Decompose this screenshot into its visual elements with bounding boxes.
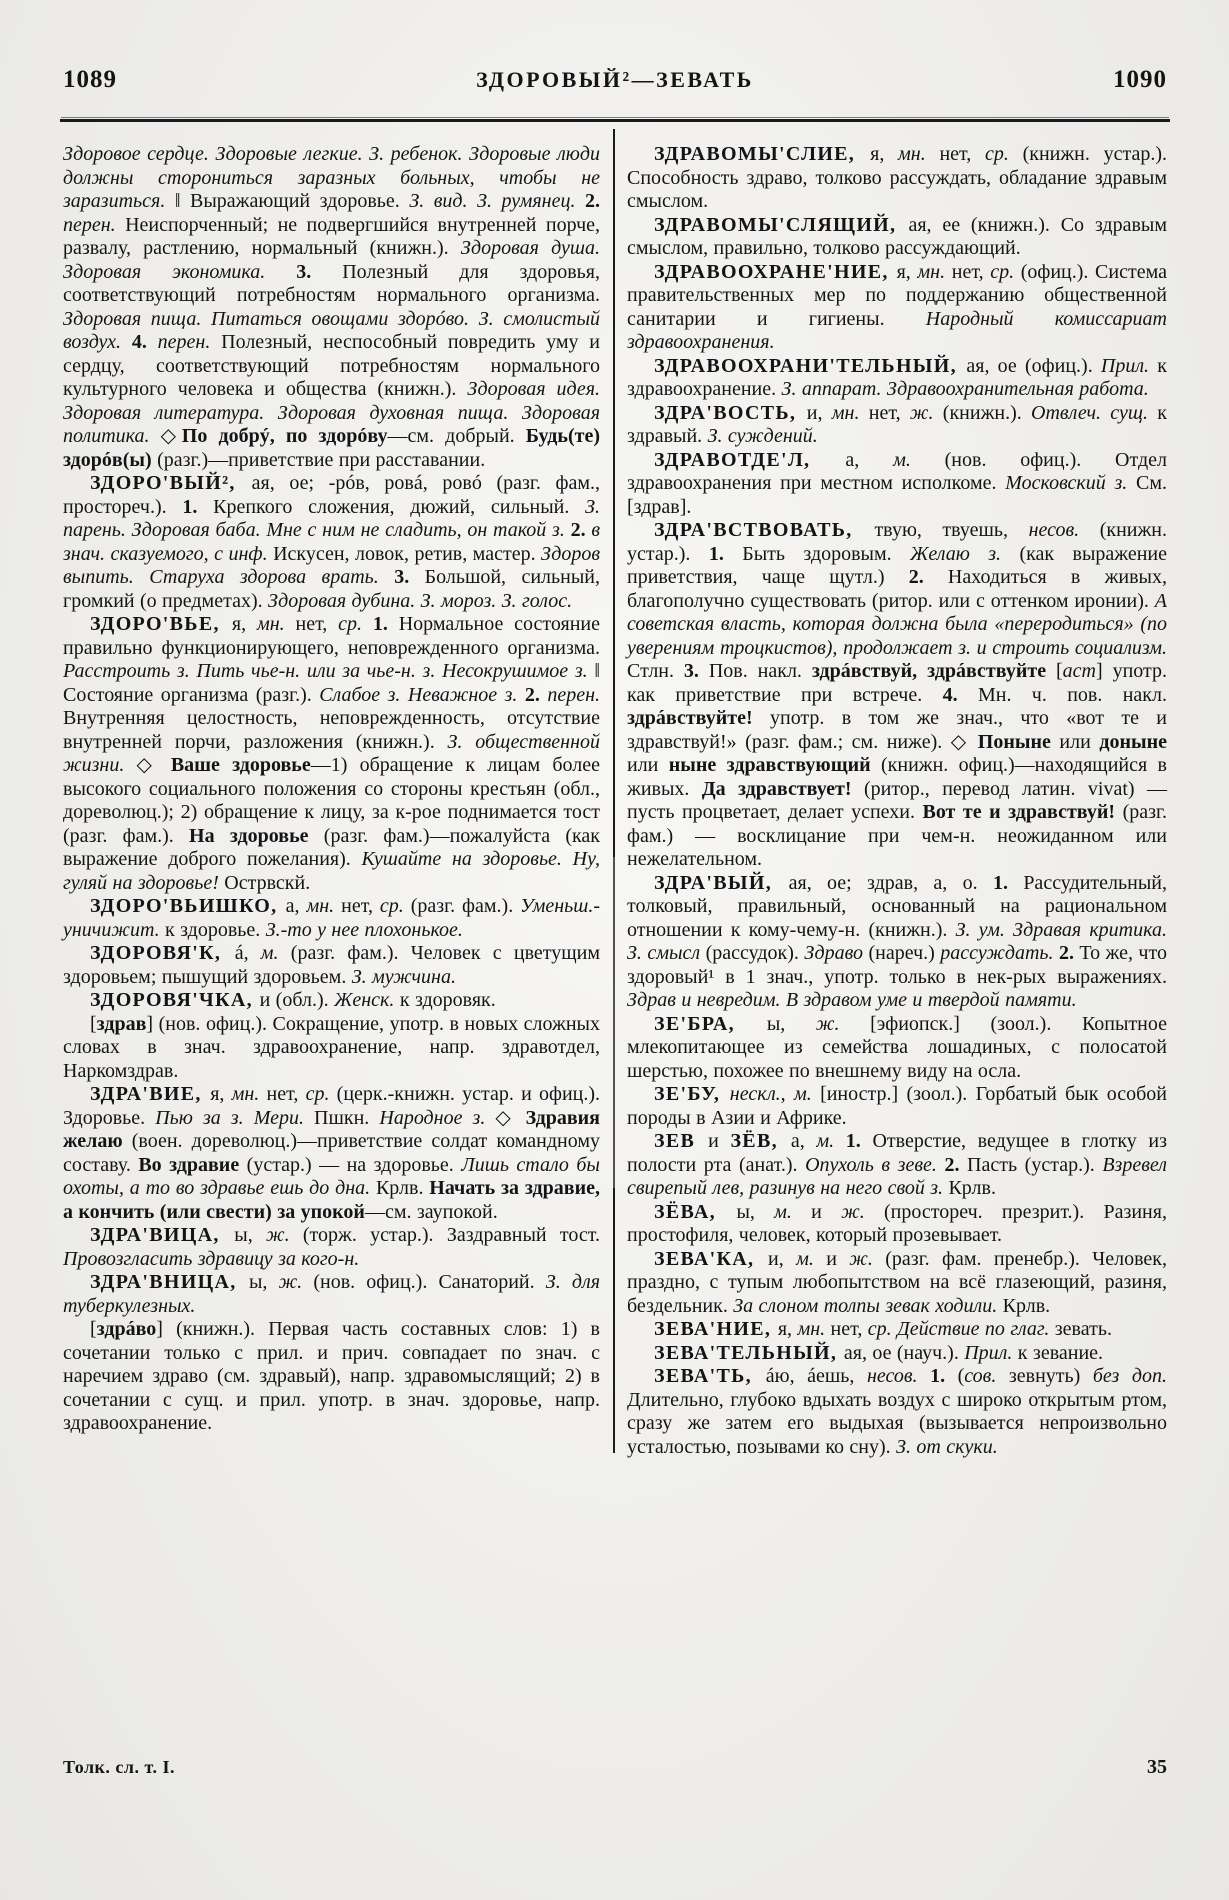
text-run: З. ум. Здравая критика. З. смысл — [627, 918, 1167, 964]
text-run: ‖ Выражающий здоровье. — [174, 190, 410, 212]
text-run: 4. — [131, 331, 158, 353]
text-run: Находиться в живых, благополучно существовать (ритор. или с оттенком иронии). — [627, 566, 1167, 612]
text-run: ЗДОРОВЯ'К, — [90, 942, 235, 964]
text-run: 3. — [394, 566, 425, 588]
text-run: Пасть (устар.). — [967, 1153, 1103, 1176]
text-run: мн. — [898, 143, 940, 165]
text-run: ◇ — [495, 1106, 526, 1129]
text-run: 4. — [942, 683, 978, 706]
text-run: нет, — [939, 143, 985, 165]
text-run: Крлв. — [1002, 1294, 1051, 1317]
dictionary-entry — [63, 1318, 600, 1436]
text-run: зевать. — [1054, 1318, 1112, 1340]
text-run: Расстроить з. Пить чье-н. или за чье-н. з. Несокрушимое з. — [63, 660, 595, 682]
text-run: Здрав и невредим. В здравом уме и твердой памяти. — [627, 989, 1077, 1011]
text-run: Будь(те) здорóв(ы) — [63, 425, 600, 471]
text-run: ЗДРАВОТДЕ'Л, — [654, 448, 846, 471]
text-run: Крлв. — [948, 1177, 996, 1199]
text-run: Длительно, глубоко вдыхать воздух с широко открытым ртом, сразу же затем его выдыхая (вызывается непроизвольно усталостью, позывами ко сну). — [627, 1388, 1167, 1458]
text-columns — [63, 143, 1167, 1459]
text-run: к зевание. — [1017, 1341, 1104, 1364]
text-run: ая, ое; -рóв, ровá, ровó (разг. фам., простореч.). — [63, 472, 600, 518]
text-run: (книжн. устар.). Способность здраво, толково рассуждать, обладание здравым смыслом. — [627, 143, 1167, 212]
text-run: З. вид. З. румянец. — [409, 190, 585, 212]
text-run: ЗЕВ — [654, 1130, 709, 1152]
text-run: 1. — [930, 1365, 958, 1387]
text-run: Полезный для здоровья, соответствующий потребностям нормального организма. — [63, 260, 600, 306]
text-run: (простореч. презрит.). Разиня, простофиля, человек, который прозевывает. — [627, 1200, 1167, 1246]
text-run: и — [826, 1247, 850, 1270]
text-run: Здраво — [804, 942, 869, 964]
text-run: я, — [870, 143, 899, 165]
text-run: к здоровье. — [165, 918, 266, 941]
text-run: 3. — [296, 260, 343, 283]
text-run: ая, ее (книжн.). Со здравым смыслом, правильно, толково рассуждающий. — [627, 213, 1167, 259]
text-run: 2. — [524, 683, 548, 706]
text-run: ж. — [909, 401, 943, 424]
text-run: ср. Действие по глаг. — [867, 1318, 1055, 1340]
text-run: мн. — [256, 613, 296, 635]
text-run: (книжн. офиц.)—находящийся в живых. — [627, 754, 1167, 800]
text-run: [ — [90, 1318, 97, 1340]
text-run: —1) обращение к лицам более высокого социального положения со стороны крестьян (обл., дореволюц.); 2) обращение к лицу, за к-рое поднимается тост (разг. фам.). — [63, 754, 600, 847]
text-run: (разг. фам.)—пожалуйста (как выражение доброго пожелания). — [63, 824, 600, 870]
text-run: перен. — [63, 213, 126, 236]
text-run: З.-то у нее плохонькое. — [265, 918, 463, 941]
text-run: ЗДРАВОМЫ'СЛИЕ, — [654, 143, 871, 165]
text-run: Быть здоровым. — [742, 542, 911, 565]
text-run: я, — [231, 613, 257, 635]
text-run: Неиспорченный; не подвергшийся внутренней порче, развалу, растлению, нормальный (книжн.). — [63, 213, 601, 259]
text-run: áю, áешь, — [765, 1365, 867, 1387]
text-run: 2. — [908, 566, 948, 588]
dictionary-entry — [627, 1318, 1167, 1342]
text-run: Острвскй. — [224, 871, 311, 894]
text-run: ср. — [305, 1083, 337, 1105]
column-left — [63, 143, 600, 1459]
text-run: Мн. ч. пов. накл. — [977, 683, 1167, 706]
text-run: мн. — [831, 401, 869, 424]
text-run: (книжн. устар.). — [627, 519, 1167, 565]
text-run: á, — [234, 942, 261, 964]
text-run: здрáвствуйте! — [627, 707, 770, 729]
text-run: [эфиопск.] (зоол.). Копытное млекопитающее из семейства лошадиных, с полосатой шерстью, похожее по внешнему виду на осла. — [627, 1012, 1167, 1082]
text-run: ЗДРА'ВИЦА, — [90, 1224, 235, 1246]
text-run: Здоровая идея. Здоровая литература. Здоровая духовная пища. Здоровая политика. — [63, 378, 601, 447]
text-run: 1. — [372, 613, 399, 635]
text-run: З. для туберкулезных. — [63, 1271, 600, 1317]
text-run: и — [708, 1130, 731, 1152]
dictionary-entry — [627, 261, 1167, 355]
text-run: Желаю з. — [910, 542, 1020, 565]
dictionary-entry — [63, 1224, 600, 1271]
text-run: м. — [774, 1200, 812, 1223]
text-run: Провозгласить здравицу за кого-н. — [63, 1247, 360, 1270]
text-run: Слабое з. Неважное з. — [319, 683, 525, 706]
text-run: м. — [796, 1247, 827, 1270]
text-run: ы, — [248, 1271, 279, 1293]
dictionary-entry — [627, 1248, 1167, 1319]
text-run: (как выражение приветствия, чаще щутл.) — [627, 542, 1167, 588]
dictionary-entry — [63, 1013, 600, 1084]
text-run: Взревел свирепый лев, разинув на него свой з. — [627, 1153, 1167, 1199]
text-run: мн. — [306, 895, 342, 917]
text-run: 3. — [683, 660, 709, 682]
text-run: здрáво — [96, 1318, 157, 1340]
text-run: Полезный, неспособный повредить уму и сердцу, соответствующий потребностям нормального культурного человека и общества (книжн.). — [63, 331, 601, 400]
text-run: 2. — [1058, 942, 1080, 964]
text-run: 1. — [845, 1130, 873, 1152]
text-run: м. — [816, 1130, 846, 1152]
dictionary-entry — [627, 1365, 1167, 1459]
text-run: (нареч.) — [868, 942, 941, 964]
text-run: ЗЕ'БРА, — [654, 1012, 767, 1035]
text-run: ср. — [984, 143, 1023, 165]
text-run: м. — [893, 448, 945, 471]
text-run: без доп. — [1092, 1365, 1167, 1387]
text-run: ЗЕВА'ТЕЛЬНЫЙ, — [654, 1341, 844, 1364]
dictionary-entry — [63, 143, 600, 472]
dictionary-entry — [63, 895, 600, 942]
text-run: я, — [896, 260, 918, 283]
text-run: ср. — [379, 895, 411, 917]
text-run: 2. — [585, 190, 600, 212]
text-run: (рассудок). — [705, 942, 805, 964]
text-run: несов. — [866, 1365, 931, 1387]
column-divider-rule — [613, 129, 615, 1453]
text-run: ныне здравствующий — [668, 754, 881, 776]
text-run: а, — [845, 448, 894, 471]
dictionary-entry — [63, 472, 600, 613]
text-run: ЗЁВ, — [730, 1130, 791, 1152]
text-run: я, — [210, 1083, 232, 1105]
text-run: употр. в том же знач., что «вот те и здравствуй!» (разг. фам.; см. ниже). ◇ — [627, 707, 1167, 753]
text-run: (воен. дореволюц.)—приветствие солдат командному составу. — [63, 1130, 600, 1176]
text-run: здрав — [96, 1012, 147, 1035]
dictionary-entry — [627, 214, 1167, 261]
text-run: З. общественной жизни. — [63, 730, 601, 776]
text-run: Пью за з. Мери. — [155, 1106, 315, 1129]
text-run: мн. — [797, 1318, 831, 1340]
dictionary-entry — [627, 449, 1167, 520]
page-number-left: 1089 — [63, 66, 117, 93]
text-run: 1. — [992, 871, 1024, 894]
text-run: Искусен, ловок, ретив, мастер. — [273, 542, 542, 565]
text-run: А советская власть, которая должна была «переродиться» (по уверениям троцкистов), продолжает з. и строить социализм. — [627, 589, 1167, 659]
text-run: Кушайте на здоровье. Ну, гуляй на здоровье! — [63, 848, 600, 894]
text-run: перен. — [547, 683, 600, 706]
text-run: Пов. накл. — [708, 660, 812, 682]
text-run: З. аппарат. Здравоохранительная работа. — [781, 378, 1149, 400]
text-run: нет, — [341, 895, 380, 917]
text-run: нет, — [295, 613, 339, 635]
text-run: (разг.)—приветствие при расставании. — [157, 448, 486, 471]
text-run: Женск. — [334, 989, 400, 1011]
text-run: ж. — [841, 1200, 884, 1223]
text-run: мн. — [917, 260, 952, 283]
text-run: То же, что здоровый¹ в 1 знач., употр. только в нек-рых выражениях. — [627, 942, 1167, 988]
dictionary-entry — [627, 143, 1167, 214]
text-run: нет, — [868, 401, 910, 424]
text-run: [иностр.] (зоол.). Горбатый бык особой породы в Азии и Африке. — [627, 1083, 1167, 1129]
text-run: Здоровая дубина. З. мороз. З. голос. — [268, 589, 573, 612]
text-run: (разг. фам.). — [410, 895, 521, 917]
text-run: нет, — [266, 1083, 306, 1105]
text-run: Здоровая душа. Здоровая экономика. — [63, 237, 600, 283]
text-run: или — [627, 754, 669, 776]
text-run: Отвлеч. сущ. — [1031, 401, 1158, 424]
text-run: я, — [777, 1318, 798, 1340]
text-run: мн. — [231, 1083, 267, 1105]
text-run: Здоров выпить. Старуха здорова врать. — [63, 542, 601, 588]
text-run: ж. — [278, 1271, 314, 1293]
text-run: Здоровое сердце. Здоровые легкие. З. ребенок. Здоровые люди должны сторониться заразных больных, чтобы не заразиться. — [63, 143, 600, 212]
text-run: —см. заупокой. — [364, 1200, 498, 1223]
text-run: здрáвствуй, здрáвствуйте — [811, 660, 1056, 682]
text-run: к здравый. — [627, 401, 1167, 447]
text-run: и, — [768, 1247, 797, 1270]
text-run: З. суждений. — [707, 425, 818, 447]
text-run: ЗДРАВООХРАНЕ'НИЕ, — [654, 260, 897, 283]
text-run: Нормальное состояние правильно функционирующего, неповрежденного организма. — [63, 613, 601, 659]
dictionary-entry — [627, 402, 1167, 449]
text-run: ж. — [265, 1224, 303, 1246]
text-run: ая, ое; здрав, а, о. — [788, 871, 993, 894]
dictionary-entry — [627, 1130, 1167, 1201]
text-run: перен. — [157, 331, 222, 353]
text-run: Пшкн. — [314, 1106, 380, 1129]
text-run: или — [1059, 730, 1100, 753]
text-run: Прил. — [964, 1341, 1018, 1364]
text-run: ая, ое (офиц.). — [966, 354, 1101, 377]
text-run: (нов. офиц.). Санаторий. — [313, 1271, 546, 1293]
text-run: несов. — [1028, 519, 1100, 541]
text-run: (книжн.). — [942, 401, 1032, 424]
text-run: сов. — [964, 1365, 1009, 1387]
text-run: к здоровяк. — [399, 989, 496, 1011]
running-head-title: ЗДОРОВЫЙ²—ЗЕВАТЬ — [476, 67, 754, 92]
text-run: (разг. фам.) — восклицание при чем-н. неожиданном или нежелательном. — [627, 801, 1167, 870]
dictionary-entry — [63, 613, 600, 895]
text-run: и (обл.). — [259, 989, 335, 1011]
text-run: Во здравие — [138, 1153, 247, 1176]
dictionary-entry — [63, 989, 600, 1013]
running-head — [63, 66, 1167, 94]
dictionary-entry — [63, 1271, 600, 1318]
text-run: нескл., м. — [729, 1083, 821, 1105]
dictionary-entry — [627, 1013, 1167, 1084]
footer-volume-signature: Толк. сл. т. I. — [63, 1757, 176, 1777]
text-run: ы, — [234, 1224, 266, 1246]
text-run: ЗДРА'ВИЕ, — [90, 1083, 211, 1105]
text-run: Народное з. — [379, 1106, 496, 1129]
text-run: За слоном толпы зевак ходили. — [733, 1294, 1003, 1317]
text-run: ЗДРА'ВЫЙ, — [654, 871, 789, 894]
text-run: 1. — [182, 495, 214, 518]
text-run: (разг. фам. пренебр.). Человек, праздно, с тупым любопытством на всё глазеющий, разиня, бездельник. — [627, 1247, 1168, 1317]
dictionary-entry — [63, 942, 600, 989]
text-run: По добрý, по здорóву — [181, 425, 388, 447]
text-run: к здравоохранение. — [627, 354, 1167, 400]
dictionary-entry — [627, 1201, 1167, 1248]
text-run: а, — [790, 1130, 817, 1152]
text-run: зевнуть) — [1008, 1365, 1093, 1387]
text-run: ЗЕ'БУ, — [654, 1083, 730, 1105]
text-run: —см. добрый. — [387, 425, 526, 447]
text-run: Ваше здоровье — [170, 754, 311, 776]
text-run: ЗДОРОВЯ'ЧКА, — [90, 989, 260, 1011]
text-run: м. — [260, 942, 291, 964]
dictionary-entry — [627, 1083, 1167, 1130]
text-run: См. [здрав]. — [627, 472, 1167, 518]
text-run: З. парень. Здоровая баба. Мне с ним не сладить, он такой з. — [63, 495, 600, 541]
text-run: ы, — [736, 1200, 775, 1223]
text-run: ] (нов. офиц.). Сокращение, употр. в новых сложных словах в знач. здравоохранение, напр. здравотдел, Наркомздрав. — [63, 1012, 600, 1082]
text-run: Поныне — [977, 730, 1060, 753]
text-run: Да здравствует! — [701, 777, 864, 800]
text-run: Большой, сильный, громкий (о предметах). — [63, 566, 601, 612]
text-run: (ритор., перевод латин. vivat) — пусть процветает, делает успехи. — [627, 777, 1167, 823]
text-run: ЗДОРО'ВЬЕ, — [90, 613, 232, 635]
text-run: Крлв. — [375, 1177, 430, 1199]
text-run: (нов. офиц.). Отдел здравоохранения при местном исполкоме. — [627, 448, 1167, 494]
text-run: Стлн. — [627, 660, 684, 682]
text-run: (торж. устар.). Заздравный тост. — [302, 1224, 600, 1246]
text-run: ЗДРА'ВСТВОВАТЬ, — [654, 519, 875, 541]
text-run: твую, твуешь, — [874, 519, 1029, 541]
text-run: Уменьш.-уничижит. — [63, 895, 601, 941]
text-run: ЗЕВА'ТЬ, — [654, 1365, 766, 1387]
text-run: З. от скуки. — [896, 1435, 998, 1458]
text-run: рассуждать. — [940, 942, 1059, 964]
text-run: и — [811, 1200, 842, 1223]
text-run: ср. — [990, 260, 1021, 283]
text-run: Крепкого сложения, дюжий, сильный. — [213, 495, 586, 518]
text-run: 1. — [708, 542, 743, 565]
text-run: Опухоль в зеве. — [805, 1153, 945, 1176]
text-run: Начать за здравие, а кончить (или свести) за упокой — [63, 1177, 600, 1223]
text-run: ◇ — [160, 425, 182, 447]
text-run: [ — [90, 1012, 97, 1035]
text-run: ‖ Состояние организма (разг.). — [63, 660, 600, 706]
text-run: [ — [1056, 660, 1063, 682]
dictionary-entry — [627, 1342, 1167, 1366]
dictionary-entry — [627, 872, 1167, 1013]
text-run: ] употр. как приветствие при встрече. — [627, 660, 1168, 706]
text-run: ЗЁВА, — [654, 1200, 737, 1223]
text-run: аст — [1062, 660, 1096, 682]
text-run: и, — [806, 401, 832, 424]
text-run: ЗДРА'ВНИЦА, — [90, 1271, 249, 1293]
text-run: ] (книжн.). Первая часть составных слов: 1) в сочетании только с прил. и прич. совпадает по знач. с наречием здраво (см. здравый), напр. здравомыслящий; 2) в сочетании с сущ. и прил. употр. в знач. здоровье, напр. здравоохранение. — [63, 1318, 600, 1434]
text-run: ая, ое (науч.). — [843, 1341, 965, 1364]
text-run: Прил. — [1100, 354, 1158, 377]
text-run: (церк.-книжн. устар. и офиц.). Здоровье. — [63, 1083, 601, 1129]
text-run: На здоровье — [189, 824, 324, 847]
text-run: (офиц.). Система правительственных мер по поддержанию общественной санитарии и гигиены. — [627, 260, 1167, 330]
text-run: (разг. фам.). Человек с цветущим здоровьем; пышущий здоровьем. — [63, 942, 601, 988]
text-run: З. мужчина. — [351, 965, 456, 988]
text-run: Московский з. — [1005, 472, 1136, 494]
text-run: ЗДОРО'ВЬИШКО, — [90, 895, 286, 917]
text-run: ж. — [815, 1012, 871, 1035]
text-run: ( — [957, 1365, 965, 1387]
text-run: ◇ — [136, 754, 171, 776]
page-footer — [63, 1756, 1167, 1779]
text-run: Лишь стало бы охоты, а то во здравье ешь до дна. — [63, 1153, 600, 1199]
text-run: ЗДРАВООХРАНИ'ТЕЛЬНЫЙ, — [654, 354, 967, 377]
text-run: 2. — [944, 1153, 968, 1176]
header-rule — [60, 119, 1170, 122]
text-run: ж. — [849, 1247, 886, 1270]
column-right — [627, 143, 1167, 1459]
text-run: ы, — [766, 1012, 816, 1035]
text-run: ЗДОРО'ВЫЙ², — [90, 472, 252, 494]
text-run: ЗЕВА'КА, — [654, 1247, 768, 1270]
text-run: Здоровая пища. Питаться овощами здорóво. З. смолистый воздух. — [63, 307, 600, 353]
text-run: ЗДРАВОМЫ'СЛЯЩИЙ, — [654, 213, 909, 236]
text-run: ср. — [338, 613, 373, 635]
text-run: (устар.) — на здоровье. — [246, 1153, 462, 1176]
text-run: ЗЕВА'НИЕ, — [654, 1318, 778, 1340]
text-run: Внутренняя целостность, неповрежденность, отсутствие внутренней порчи, разложения (книжн.). — [63, 707, 600, 753]
text-run: нет, — [951, 260, 991, 283]
footer-sheet-number: 35 — [1147, 1756, 1167, 1778]
text-run: Отверстие, ведущее в глотку из полости рта (анат.). — [627, 1130, 1168, 1176]
text-run: 2. — [570, 519, 592, 541]
text-run: ЗДРА'ВОСТЬ, — [654, 401, 807, 424]
dictionary-entry — [63, 1083, 600, 1224]
text-run: Здравия желаю — [63, 1106, 601, 1152]
text-run: доныне — [1099, 730, 1167, 753]
text-run: нет, — [830, 1318, 868, 1340]
page-number-right: 1090 — [1113, 66, 1167, 93]
text-run: Вот те и здравствуй! — [922, 801, 1123, 823]
text-run: в знач. сказуемого, с инф. — [63, 519, 601, 565]
text-run: Народный комиссариат здравоохранения. — [627, 307, 1167, 353]
text-run: Рассудительный, толковый, правильный, основанный на рациональном отношении к кому-чему-н. (книжн.). — [627, 871, 1167, 941]
dictionary-entry — [627, 519, 1167, 872]
dictionary-entry — [627, 355, 1167, 402]
text-run: а, — [285, 895, 307, 917]
